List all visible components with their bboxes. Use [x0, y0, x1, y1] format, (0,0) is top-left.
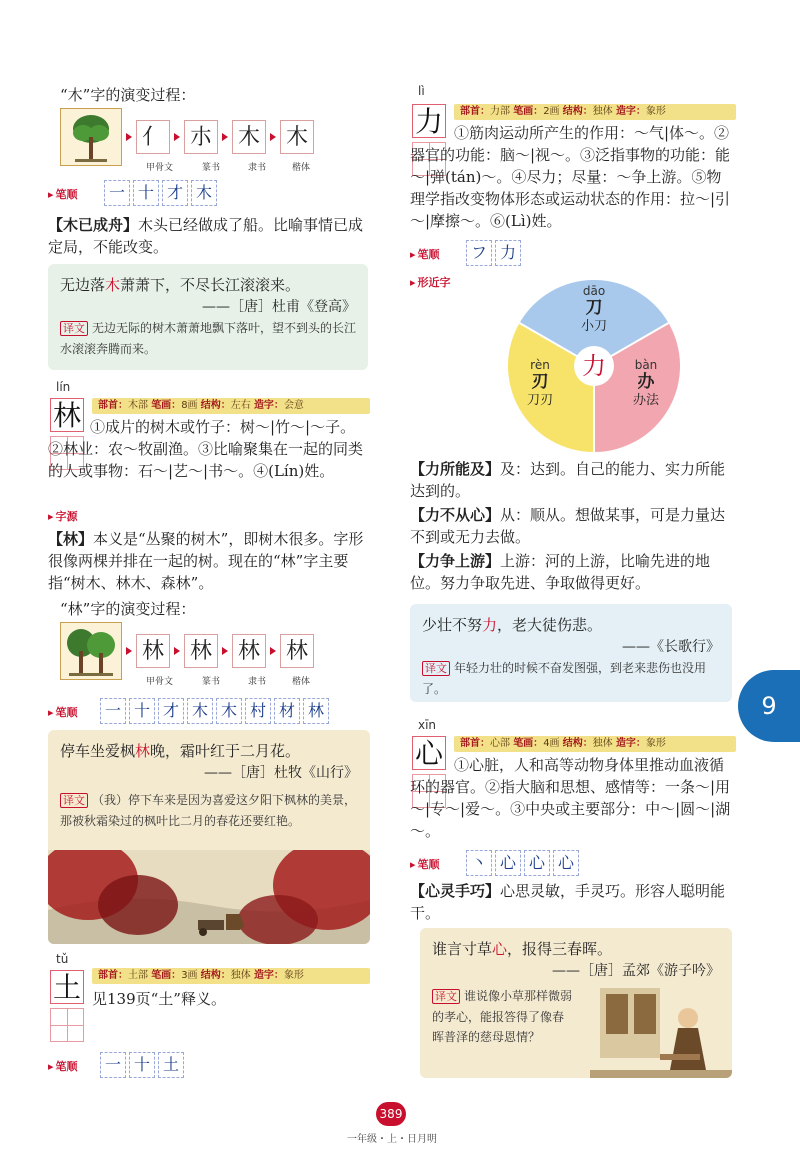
pinyin-li: lì	[418, 84, 425, 98]
stroke: 一	[100, 1052, 126, 1078]
autumn-maple-painting	[48, 850, 370, 944]
tu-info-header: 部首：土部 笔画：3画 结构：独体 造字：象形	[92, 968, 370, 984]
wheel-item-dao: dāo 刀 小刀	[580, 284, 607, 334]
ziyuan-text: 【林】本义是“丛聚的树木”，即树木很多。字形很像两棵并排在一起的树。现在的“林”字主要指“树木、林木、森林”。	[48, 530, 364, 592]
lin-info-header: 部首：木部 笔画：8画 结构：左右 造字：会意	[92, 398, 370, 414]
lin-stroke-order	[100, 698, 332, 724]
wheel-item-ban: bàn 办 办法	[632, 358, 659, 408]
mu-evolution-title: “木”字的演变过程：	[60, 86, 196, 104]
stroke: 林	[303, 698, 329, 724]
poem-line: 停车坐爱枫林晚，霜叶红于二月花。	[60, 742, 301, 760]
stroke: 土	[158, 1052, 184, 1078]
poem-line: 少壮不努力，老大徒伤悲。	[422, 616, 603, 634]
poem-line: 无边落木萧萧下，不尽长江滚滚来。	[60, 276, 301, 294]
poem-translation: 译文 谁说像小草那样微弱的孝心，能报答得了像春晖普泽的慈母恩情？	[432, 989, 573, 1044]
stroke: 木	[216, 698, 242, 724]
pinyin-lin: lín	[56, 380, 71, 394]
lin-evolution-title: “林”字的演变过程：	[60, 600, 196, 618]
wheel-item-ren: rèn 刃 刀刃	[526, 358, 553, 408]
char-tu: 土	[50, 970, 84, 1004]
lin-evolution-row	[60, 622, 314, 680]
stroke: 一	[104, 180, 130, 206]
pinyin-tu: tǔ	[56, 952, 69, 966]
evo-caption: 篆书	[202, 677, 221, 687]
evo-caption: 隶书	[248, 163, 267, 173]
stroke: 村	[245, 698, 271, 724]
stroke: 力	[495, 240, 521, 266]
twin-trees-illustration	[60, 622, 122, 680]
stroke: 木	[191, 180, 217, 206]
idiom-li-bu-cong-xin: 【力不从心】从：顺从。想做某事，可是力量达不到或无力去做。	[410, 506, 726, 546]
stroke: 十	[133, 180, 159, 206]
stroke: 心	[553, 850, 579, 876]
poem-translation: 译文 无边无际的树木萧萧地飘下落叶，望不到头的长江水滚滚奔腾而来。	[60, 321, 357, 356]
similar-chars-wheel	[508, 280, 680, 452]
poem-source: ——［唐］杜牧《山行》	[204, 765, 358, 781]
stroke: 才	[158, 698, 184, 724]
stroke: 才	[162, 180, 188, 206]
stroke-order-label: ▸ 笔顺	[48, 1058, 78, 1074]
idiom-text: 木头已经做成了船。比喻事情已成定局，不能改变。	[48, 216, 364, 256]
ziyuan-label: ▸ 字源	[48, 508, 78, 524]
poem-youziyin	[420, 928, 732, 1078]
xin-definition: ①心脏，人和高等动物身体里推动血液循环的器官。②指大脑和思想、感情等：一条～|用～|专～|爱～。③中央或主要部分：中～|圆～|湖～。	[410, 756, 731, 840]
mother-sewing-illustration	[590, 978, 732, 1078]
poem-translation: 译文 （我）停下车来是因为喜爱这夕阳下枫林的美景，那被秋霜染过的枫叶比二月的春花还要红艳。	[60, 793, 357, 828]
stroke: 木	[187, 698, 213, 724]
evo-glyph: ⺅	[136, 120, 170, 154]
stroke-order-label: ▸ 笔顺	[48, 186, 78, 202]
li-info-header: 部首：力部 笔画：2画 结构：独体 造字：象形	[454, 104, 736, 120]
tree-illustration	[60, 108, 122, 166]
wheel-center-char: 力	[582, 352, 606, 380]
stroke-order-label: ▸ 笔顺	[410, 246, 440, 262]
stroke: 一	[100, 698, 126, 724]
pinyin-xin: xīn	[418, 718, 437, 732]
stroke: 十	[129, 698, 155, 724]
xingjin-label: ▸ 形近字	[410, 274, 451, 290]
evo-caption: 甲骨文	[146, 677, 174, 687]
writing-grid	[50, 1008, 84, 1042]
lin-definition: ①成片的树木或竹子：树～|竹～|～子。②林业：农～牧副渔。③比喻聚集在一起的同类的人或事物：石～|艺～|书～。④(Lín)姓。	[48, 418, 364, 480]
char-xin: 心	[412, 736, 446, 770]
mu-stroke-order	[104, 180, 220, 206]
mu-evolution-row	[60, 108, 314, 166]
tu-stroke-order	[100, 1052, 187, 1078]
poem-shanxing	[48, 730, 370, 944]
xin-stroke-order	[466, 850, 582, 876]
li-stroke-order	[466, 240, 524, 266]
evo-glyph: 林	[280, 634, 314, 668]
char-li: 力	[412, 104, 446, 138]
poem-dengao	[48, 264, 368, 370]
stroke-order-label: ▸ 笔顺	[410, 856, 440, 872]
evo-caption: 楷体	[292, 677, 311, 687]
evo-caption: 楷体	[292, 163, 311, 173]
idiom-li-suo-neng-ji: 【力所能及】及：达到。自己的能力、实力所能达到的。	[410, 460, 726, 500]
evo-glyph: 林	[184, 634, 218, 668]
poem-translation: 译文 年轻力壮的时候不奋发图强，到老来悲伤也没用了。	[422, 661, 707, 696]
char-lin: 林	[50, 398, 84, 432]
stroke: 心	[524, 850, 550, 876]
stroke: 十	[129, 1052, 155, 1078]
evo-caption: 隶书	[248, 677, 267, 687]
stroke: 丶	[466, 850, 492, 876]
poem-changgexing	[410, 604, 732, 702]
tu-definition: 见139页“土”释义。	[92, 990, 226, 1008]
evo-glyph: 林	[136, 634, 170, 668]
page-number: 389	[376, 1102, 406, 1126]
evo-caption: 甲骨文	[146, 163, 174, 173]
stroke: 心	[495, 850, 521, 876]
stroke: 材	[274, 698, 300, 724]
poem-source: ——［唐］杜甫《登高》	[202, 299, 356, 315]
evo-glyph: 朩	[184, 120, 218, 154]
evo-glyph: 林	[232, 634, 266, 668]
poem-source: ——［唐］孟郊《游子吟》	[552, 963, 720, 979]
idiom-li-zheng-shang-you: 【力争上游】上游：河的上游，比喻先进的地位。努力争取先进、争取做得更好。	[410, 552, 711, 592]
evo-caption: 篆书	[202, 163, 221, 173]
stroke: フ	[466, 240, 492, 266]
idiom-title: 【木已成舟】	[48, 216, 139, 234]
evo-glyph: 木	[232, 120, 266, 154]
li-definition: ①筋肉运动所产生的作用：～气|体～。②器官的功能：脑～|视～。③泛指事物的功能：能～|弹(tán)～。④尽力；尽量：～争上游。⑤物理学指改变物体形态或运动状态的作用：拉～|引～|摩擦～。⑥(Lì)姓。	[410, 124, 731, 230]
poem-source: ——《长歌行》	[622, 639, 720, 655]
chapter-tab[interactable]: 9	[738, 670, 800, 742]
stroke-order-label: ▸ 笔顺	[48, 704, 78, 720]
xin-info-header: 部首：心部 笔画：4画 结构：独体 造字：象形	[454, 736, 736, 752]
footer-text: 一年级・上・日月明	[347, 1134, 437, 1145]
evo-glyph: 木	[280, 120, 314, 154]
idiom-mu-yi-cheng-zhou	[48, 214, 368, 258]
poem-line: 谁言寸草心，报得三春晖。	[432, 940, 613, 958]
idiom-xin-ling-shou-qiao: 【心灵手巧】心思灵敏，手灵巧。形容人聪明能干。	[410, 882, 726, 922]
